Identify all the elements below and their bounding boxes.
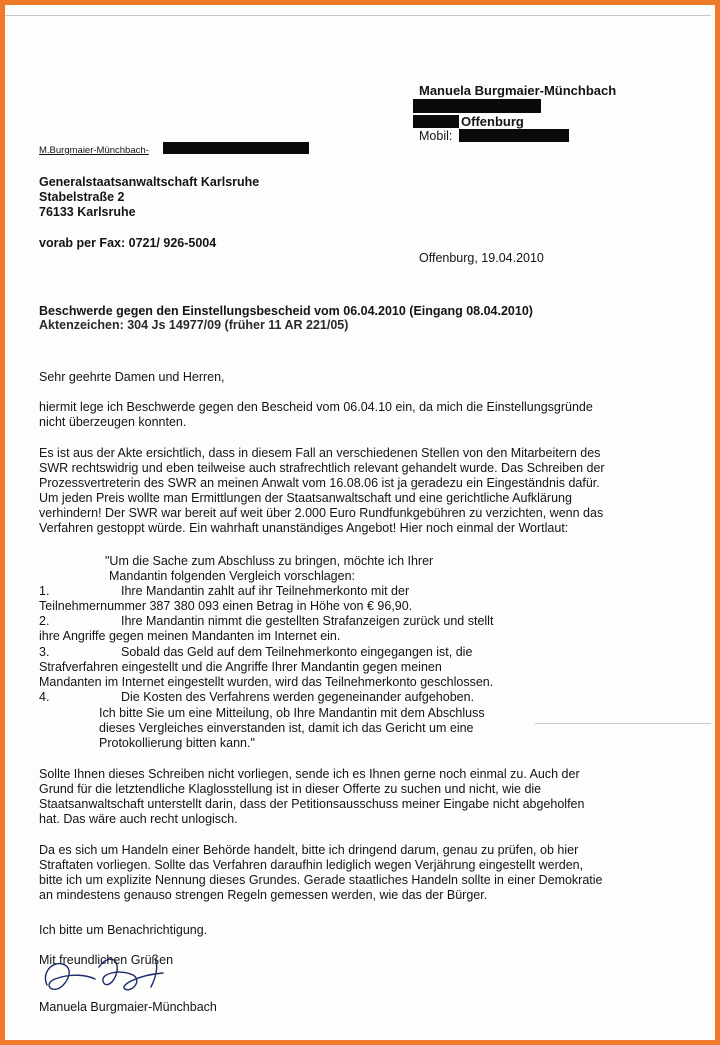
closing-request: Ich bitte um Benachrichtigung. xyxy=(39,923,208,937)
list-number: 4. xyxy=(39,690,50,704)
recipient-line: Stabelstraße 2 xyxy=(39,190,125,204)
salutation: Sehr geehrte Damen und Herren, xyxy=(39,370,225,384)
redaction-bar xyxy=(413,115,459,128)
list-item-text: Mandanten im Internet eingestellt wurden, wird das Teilnehmerkonto geschlossen. xyxy=(39,675,494,689)
sender-name: Manuela Burgmaier-Münchbach xyxy=(419,83,617,98)
list-item-text: Ihre Mandantin zahlt auf ihr Teilnehmerkonto mit der xyxy=(121,584,410,598)
scan-artifact xyxy=(535,723,711,724)
paragraph: hiermit lege ich Beschwerde gegen den Bescheid vom 06.04.10 ein, da mich die Einstellungsgründe nicht überzeugen konnten. xyxy=(39,400,593,429)
quote-line: Ich bitte Sie um eine Mitteilung, ob Ihre Mandantin mit dem Abschluss xyxy=(99,706,485,720)
list-item-text: Teilnehmernummer 387 380 093 einen Betrag in Höhe von € 96,90. xyxy=(39,599,413,613)
recipient-line: Generalstaatsanwaltschaft Karlsruhe xyxy=(39,175,260,189)
handwritten-signature xyxy=(35,945,225,1005)
closing-greeting: Mit freundlichen Grüßen xyxy=(39,953,174,967)
list-item-text: Sobald das Geld auf dem Teilnehmerkonto eingegangen ist, die xyxy=(121,645,473,659)
list-number: 2. xyxy=(39,614,50,628)
date-line: Offenburg, 19.04.2010 xyxy=(419,251,544,265)
quote-line: "Um die Sache zum Abschluss zu bringen, möchte ich Ihrer xyxy=(105,554,434,568)
redaction-bar xyxy=(163,142,309,154)
quote-line: Protokollierung bitten kann." xyxy=(99,736,255,750)
fax-line: vorab per Fax: 0721/ 926-5004 xyxy=(39,236,217,250)
redaction-bar xyxy=(459,129,569,142)
paragraph: Da es sich um Handeln einer Behörde handelt, bitte ich dringend darum, genau zu prüfen, ob hier Straftaten vorliegen. Sollte das Verfahren daraufhin lediglich wegen Verjährung eingestellt werden, bitte ich um explizite Nennung dieses Grundes. Gerade staatliches Handeln sollte in einer Demokratie an mindestens genauso strengen Regeln gemessen werden, wie das der Bürger. xyxy=(39,843,603,902)
list-item-text: Strafverfahren eingestellt und die Angriffe Ihrer Mandantin gegen meinen xyxy=(39,660,442,674)
list-item-text: Die Kosten des Verfahrens werden gegeneinander aufgehoben. xyxy=(121,690,475,704)
return-address: M.Burgmaier-Münchbach- xyxy=(39,145,149,156)
list-number: 3. xyxy=(39,645,50,659)
quote-line: Mandantin folgenden Vergleich vorschlagen: xyxy=(109,569,356,583)
paragraph: Es ist aus der Akte ersichtlich, dass in diesem Fall an verschiedenen Stellen von den Mitarbeitern des SWR rechtswidrig und eben teilweise auch strafrechtlich relevant gehandelt wurde. Das Schreiben der Prozessvertreterin des SWR an meinen Anwalt vom 16.08.06 ist ja geradezu ein Eingeständnis dafür. Um jeden Preis wollte man Ermittlungen der Staatsanwaltschaft und eine gerichtliche Aufklärung verhindern! Der SWR war bereit auf weit über 2.000 Euro Rundfunkgebühren zu verzichten, wenn das Verfahren gestoppt würde. Ein wahrhaft unanständiges Angebot! Hier noch einmal der Wortlaut: xyxy=(39,446,605,535)
letter-page xyxy=(5,5,715,1040)
quote-line: dieses Vergleiches einverstanden ist, damit ich das Gericht um eine xyxy=(99,721,474,735)
signatory-name: Manuela Burgmaier-Münchbach xyxy=(39,1000,217,1014)
recipient-line: 76133 Karlsruhe xyxy=(39,205,136,219)
sender-city: Offenburg xyxy=(461,114,524,129)
redaction-bar xyxy=(413,99,541,113)
list-item-text: Ihre Mandantin nimmt die gestellten Strafanzeigen zurück und stellt xyxy=(121,614,494,628)
list-number: 1. xyxy=(39,584,50,598)
subject-line: Beschwerde gegen den Einstellungsbescheid vom 06.04.2010 (Eingang 08.04.2010) xyxy=(39,304,533,318)
list-item-text: ihre Angriffe gegen meinen Mandanten im Internet ein. xyxy=(39,629,341,643)
sender-mobile-label: Mobil: xyxy=(419,129,453,143)
paragraph: Sollte Ihnen dieses Schreiben nicht vorliegen, sende ich es Ihnen gerne noch einmal zu. Auch der Grund für die letztendliche Klaglosstellung ist in dieser Offerte zu suchen und nicht, wie die Staatsanwaltschaft unterstellt darin, dass der Petitionsausschuss meiner Eingabe nicht abgeholfen hat. Das wäre auch recht unlogisch. xyxy=(39,767,585,826)
subject-reference: Aktenzeichen: 304 Js 14977/09 (früher 11 AR 221/05) xyxy=(39,318,349,332)
scan-artifact xyxy=(5,15,711,16)
